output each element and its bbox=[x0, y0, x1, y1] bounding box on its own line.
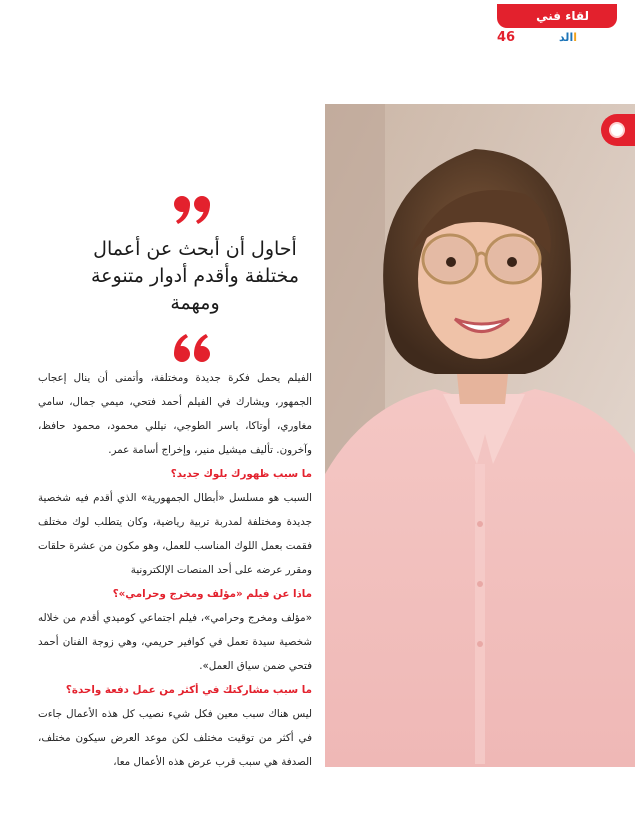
article-body bbox=[38, 366, 312, 774]
paragraph-2: السبب هو مسلسل «أبطال الجمهورية» الذي أقدم فيه شخصية جديدة ومختلفة لمدربة تربية رياضية، وكان يتطلب لوك مختلف فقمت بعمل اللوك المناسب للعمل، وهو مكون من عشرة حلقات ومقرر عرضه على أحد المنصات الإلكترونية bbox=[38, 492, 312, 576]
corner-dot bbox=[609, 122, 625, 138]
header-row bbox=[497, 30, 617, 48]
question-2: ماذا عن فيلم «مؤلف ومخرج وحرامي»؟ bbox=[112, 588, 312, 600]
corner-tab bbox=[601, 114, 635, 146]
pull-quote-line-3: ومهمة bbox=[170, 292, 220, 314]
interview-photo bbox=[325, 104, 635, 767]
pull-quote-line-2: مختلفة وأقدم أدوار متنوعة bbox=[90, 265, 299, 287]
paragraph-1: الفيلم يحمل فكرة جديدة ومختلفة، وأتمنى أن ينال إعجاب الجمهور، ويشارك في الفيلم أحمد فتحي، ميمي جمال، سامي مغاوري، أوتاكا، ياسر الطوجي، نيللي محمود، محمود حافظ، وآخرون. تأليف ميشيل منير، وإخراج أسامة عمر. bbox=[38, 372, 312, 456]
question-3: ما سبب مشاركتك في أكثر من عمل دفعة واحدة؟ bbox=[65, 684, 312, 696]
page-number: 46 bbox=[497, 30, 516, 45]
page-header bbox=[495, 0, 617, 48]
logo-main: الد bbox=[558, 31, 574, 44]
paragraph-4: ليس هناك سبب معين فكل شيء نصيب كل هذه الأعمال جاءت في أكثر من توقيت مختلف لكن موعد العرض سيكون مختلف، الصدفة هي سبب قرب عرض هذه الأعمال معا، bbox=[38, 708, 312, 768]
pull-quote-line-1: أحاول أن أبحث عن أعمال bbox=[93, 238, 297, 260]
paragraph-3: «مؤلف ومخرج وحرامي»، فيلم اجتماعي كوميدي أقدم من خلاله شخصية سيدة تعمل في كوافير حريمي، وهي زوجة الفنان أحمد فتحي ضمن سياق العمل». bbox=[38, 612, 312, 672]
opening-quote-icon bbox=[172, 332, 212, 364]
logo-accent: ا bbox=[573, 31, 577, 44]
magazine-logo bbox=[559, 31, 577, 44]
portrait-illustration bbox=[325, 104, 635, 767]
section-tag: لقاء فني bbox=[497, 4, 617, 28]
question-1: ما سبب ظهورك بلوك جديد؟ bbox=[170, 468, 312, 480]
pull-quote bbox=[80, 236, 310, 317]
closing-quote-icon bbox=[172, 194, 212, 226]
